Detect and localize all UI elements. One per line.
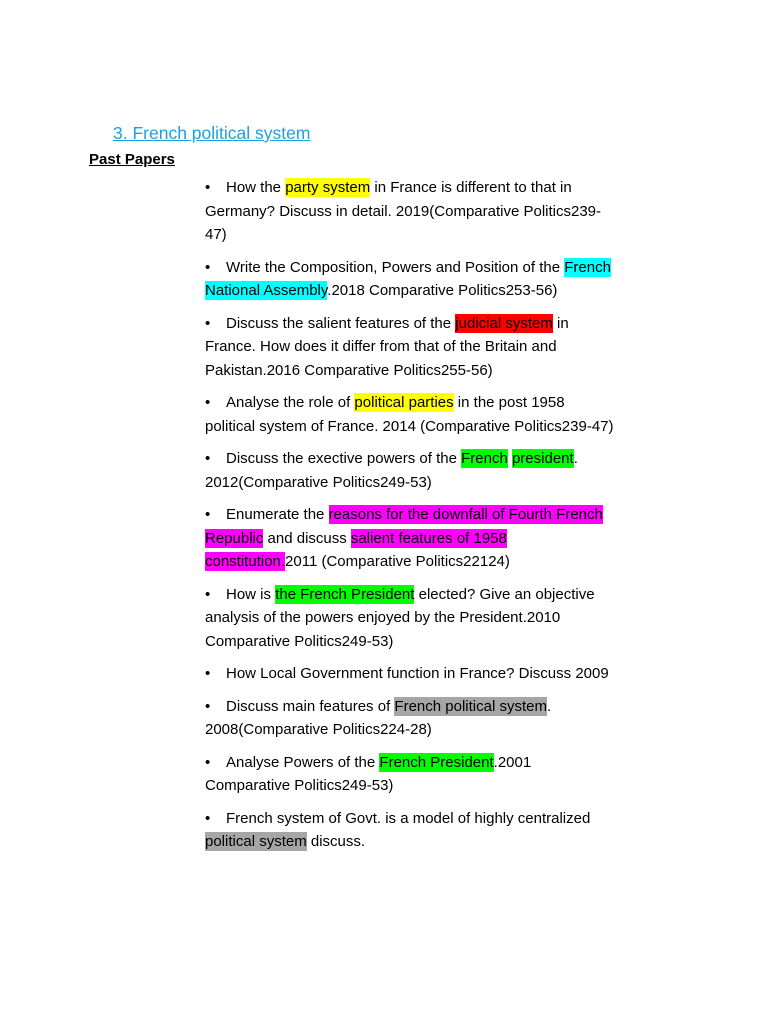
question-text: Discuss main features of <box>226 697 395 715</box>
bullet-icon: • <box>205 258 211 276</box>
bullet-icon: • <box>205 179 211 196</box>
question-item <box>205 662 615 686</box>
highlighted-phrase: French political system <box>394 697 547 715</box>
question-item <box>205 256 615 303</box>
bullet-icon: • <box>205 753 211 771</box>
bullet-icon: • <box>205 394 211 411</box>
question-text: discuss. <box>306 833 366 850</box>
question-text: in the post 1958 political system of France. 2014 (Comparative Politics239-47) <box>205 394 614 435</box>
highlighted-phrase: reasons for the downfall of Fourth French Republic <box>205 506 603 547</box>
question-text: . 2012(Comparative Politics249-53) <box>205 450 578 491</box>
question-text: .2001 Comparative Politics249-53) <box>205 753 532 794</box>
question-text: Analyse Powers of the <box>226 753 380 771</box>
highlighted-phrase: political system <box>205 833 307 850</box>
question-text: in France is different to that in Germany? Discuss in detail. 2019(Comparative Politics239-47) <box>205 179 602 243</box>
question-text: French system of Govt. is a model of highly centralized <box>226 809 591 827</box>
question-item <box>205 391 615 438</box>
past-papers-subheading: Past Papers <box>89 151 175 168</box>
question-text: How is <box>226 585 276 603</box>
highlighted-phrase: French President <box>379 753 494 771</box>
bullet-icon: • <box>205 506 211 523</box>
question-item <box>205 751 615 798</box>
question-text: and discuss <box>263 529 351 547</box>
bullet-icon: • <box>205 697 211 715</box>
question-text: Discuss the salient features of the <box>226 314 456 332</box>
highlighted-phrase: party system <box>285 179 371 196</box>
section-heading: 3. French political system <box>113 123 311 143</box>
highlighted-phrase: salient features of 1958 constitution. <box>205 529 507 570</box>
question-item <box>205 503 615 574</box>
bullet-icon: • <box>205 809 211 827</box>
question-text: How the <box>226 179 286 196</box>
highlighted-phrase: president <box>511 450 574 467</box>
question-item <box>205 807 615 854</box>
question-item <box>205 176 615 247</box>
question-text: Enumerate the <box>226 506 329 523</box>
highlighted-phrase: French <box>461 450 508 467</box>
highlighted-phrase: judicial system <box>455 314 553 332</box>
question-text: Write the Composition, Powers and Position of the <box>226 258 565 276</box>
highlighted-phrase: the French President <box>275 585 415 603</box>
question-item <box>205 447 615 494</box>
question-text: Discuss the exective powers of the <box>226 450 462 467</box>
question-item <box>205 583 615 654</box>
question-text: in France. How does it differ from that of the Britain and Pakistan.2016 Comparative Politics255-56) <box>205 314 569 379</box>
bullet-icon: • <box>205 314 211 332</box>
bullet-icon: • <box>205 665 211 682</box>
question-text: .2018 Comparative Politics253-56) <box>327 282 558 299</box>
question-text: . 2008(Comparative Politics224-28) <box>205 697 552 738</box>
question-text: elected? Give an objective analysis of the powers enjoyed by the President.2010 Comparative Politics249-53) <box>205 585 595 650</box>
highlighted-phrase: French National Assembly <box>205 258 611 299</box>
bullet-icon: • <box>205 450 211 467</box>
highlighted-phrase: political parties <box>354 394 454 411</box>
bullet-icon: • <box>205 585 211 603</box>
question-list <box>205 176 615 863</box>
question-text: 2011 (Comparative Politics22124) <box>285 553 510 570</box>
question-text: How Local Government function in France? Discuss 2009 <box>226 665 609 682</box>
question-item <box>205 312 615 383</box>
question-item <box>205 695 615 742</box>
question-text: Analyse the role of <box>226 394 355 411</box>
